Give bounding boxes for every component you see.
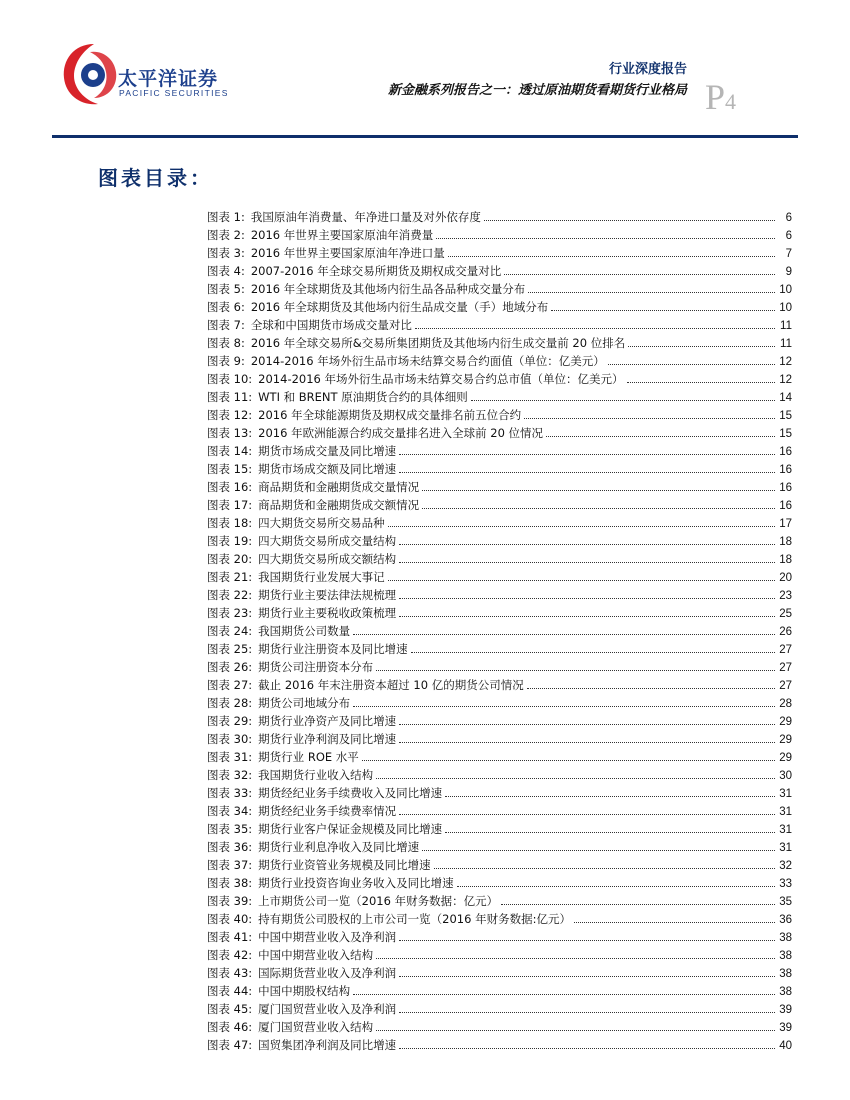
toc-entry-page: 16 bbox=[779, 482, 792, 494]
toc-entry-leader bbox=[411, 652, 775, 653]
toc-entry-leader bbox=[399, 616, 775, 617]
toc-entry[interactable] bbox=[207, 605, 792, 623]
toc-entry-title: 2014-2016 年场外衍生品市场未结算交易合约总市值（单位：亿美元） bbox=[258, 372, 624, 386]
toc-entry-leader bbox=[362, 760, 775, 761]
toc-entry-leader bbox=[399, 598, 775, 599]
toc-entry-label: 图表 25: bbox=[207, 642, 253, 656]
toc-entry-title: 期货行业投资咨询业务收入及同比增速 bbox=[258, 876, 454, 890]
toc-entry-title: 全球和中国期货市场成交量对比 bbox=[250, 318, 412, 332]
toc-entry-leader bbox=[524, 418, 775, 419]
toc-entry-label: 图表 15: bbox=[207, 462, 253, 476]
toc-entry-title: 期货公司注册资本分布 bbox=[258, 660, 374, 674]
toc-list bbox=[207, 209, 792, 1055]
toc-entry-title: 期货行业净利润及同比增速 bbox=[258, 732, 397, 746]
toc-entry-title: 期货经纪业务手续费收入及同比增速 bbox=[258, 786, 443, 800]
toc-entry[interactable] bbox=[207, 515, 792, 533]
toc-entry[interactable] bbox=[207, 785, 792, 803]
toc-entry-leader bbox=[376, 1030, 775, 1031]
toc-entry-page: 9 bbox=[785, 266, 792, 278]
toc-entry-page: 36 bbox=[779, 914, 792, 926]
toc-entry[interactable] bbox=[207, 497, 792, 515]
toc-entry[interactable] bbox=[207, 641, 792, 659]
toc-entry-leader bbox=[399, 724, 775, 725]
toc-entry-title: 商品期货和金融期货成交额情况 bbox=[258, 498, 420, 512]
toc-entry-leader bbox=[388, 580, 775, 581]
toc-entry-leader bbox=[445, 832, 775, 833]
toc-entry-leader bbox=[445, 796, 775, 797]
toc-entry[interactable] bbox=[207, 857, 792, 875]
page-prefix: P bbox=[705, 77, 726, 117]
toc-entry-leader bbox=[399, 454, 775, 455]
toc-entry[interactable] bbox=[207, 281, 792, 299]
toc-entry-label: 图表 6: bbox=[207, 300, 245, 314]
toc-entry-title: 期货行业净资产及同比增速 bbox=[258, 714, 397, 728]
toc-entry-title: 中国中期营业收入结构 bbox=[258, 948, 374, 962]
toc-entry-label: 图表 1: bbox=[207, 210, 245, 224]
toc-entry-page: 38 bbox=[779, 968, 792, 980]
toc-entry-leader bbox=[448, 256, 775, 257]
brand-name-en: PACIFIC SECURITIES bbox=[119, 88, 229, 98]
toc-entry-leader bbox=[399, 742, 775, 743]
toc-entry-leader bbox=[546, 436, 775, 437]
toc-entry[interactable] bbox=[207, 533, 792, 551]
toc-entry[interactable] bbox=[207, 299, 792, 317]
toc-entry[interactable] bbox=[207, 587, 792, 605]
toc-entry-title: 期货行业主要法律法规梳理 bbox=[258, 588, 397, 602]
toc-entry-label: 图表 28: bbox=[207, 696, 253, 710]
toc-entry-label: 图表 12: bbox=[207, 408, 253, 422]
toc-entry[interactable] bbox=[207, 1019, 792, 1037]
toc-entry-leader bbox=[399, 1012, 775, 1013]
toc-entry[interactable] bbox=[207, 911, 792, 929]
toc-entry-title: 期货行业资管业务规模及同比增速 bbox=[258, 858, 431, 872]
toc-entry-page: 20 bbox=[779, 572, 792, 584]
toc-entry-title: 四大期货交易所成交额结构 bbox=[258, 552, 397, 566]
toc-entry-page: 31 bbox=[779, 788, 792, 800]
toc-entry-title: 厦门国贸营业收入及净利润 bbox=[258, 1002, 397, 1016]
toc-entry-label: 图表 32: bbox=[207, 768, 253, 782]
toc-entry-page: 29 bbox=[779, 734, 792, 746]
toc-entry-title: 期货行业利息净收入及同比增速 bbox=[258, 840, 420, 854]
toc-entry-leader bbox=[484, 220, 775, 221]
toc-entry-label: 图表 5: bbox=[207, 282, 245, 296]
toc-entry-leader bbox=[436, 238, 775, 239]
toc-entry-title: 2016 年全球交易所&交易所集团期货及其他场内衍生成交量前 20 位排名 bbox=[250, 336, 626, 350]
toc-entry-label: 图表 38: bbox=[207, 876, 253, 890]
toc-entry-page: 28 bbox=[779, 698, 792, 710]
toc-entry-page: 11 bbox=[780, 338, 792, 350]
toc-entry-page: 14 bbox=[779, 392, 792, 404]
toc-entry-title: 我国期货行业发展大事记 bbox=[258, 570, 385, 584]
pacific-securities-logo-icon bbox=[60, 40, 124, 110]
toc-entry-label: 图表 8: bbox=[207, 336, 245, 350]
toc-entry-page: 32 bbox=[779, 860, 792, 872]
toc-entry-title: WTI 和 BRENT 原油期货合约的具体细则 bbox=[258, 390, 468, 404]
toc-entry[interactable] bbox=[207, 659, 792, 677]
toc-entry-label: 图表 44: bbox=[207, 984, 253, 998]
toc-entry-page: 40 bbox=[779, 1040, 792, 1052]
toc-entry-label: 图表 2: bbox=[207, 228, 245, 242]
toc-entry-label: 图表 23: bbox=[207, 606, 253, 620]
header-divider bbox=[52, 135, 798, 138]
toc-entry-title: 2016 年全球期货及其他场内衍生品各品种成交量分布 bbox=[250, 282, 526, 296]
toc-entry[interactable] bbox=[207, 371, 792, 389]
toc-entry-label: 图表 19: bbox=[207, 534, 253, 548]
toc-entry[interactable] bbox=[207, 695, 792, 713]
toc-entry-page: 31 bbox=[779, 806, 792, 818]
toc-entry-label: 图表 45: bbox=[207, 1002, 253, 1016]
toc-entry[interactable] bbox=[207, 749, 792, 767]
toc-entry-leader bbox=[457, 886, 775, 887]
toc-entry-title: 2016 年全球期货及其他场内衍生品成交量（手）地域分布 bbox=[250, 300, 549, 314]
toc-entry-leader bbox=[528, 292, 775, 293]
toc-entry-page: 11 bbox=[780, 320, 792, 332]
toc-entry-label: 图表 30: bbox=[207, 732, 253, 746]
toc-entry-label: 图表 27: bbox=[207, 678, 253, 692]
toc-entry-title: 持有期货公司股权的上市公司一览（2016 年财务数据:亿元） bbox=[258, 912, 571, 926]
toc-entry-page: 18 bbox=[779, 536, 792, 548]
toc-entry-page: 39 bbox=[779, 1004, 792, 1016]
toc-entry-page: 16 bbox=[779, 500, 792, 512]
toc-entry-leader bbox=[399, 544, 775, 545]
toc-entry-leader bbox=[376, 958, 775, 959]
toc-entry[interactable] bbox=[207, 929, 792, 947]
toc-entry-title: 期货市场成交额及同比增速 bbox=[258, 462, 397, 476]
toc-entry-label: 图表 41: bbox=[207, 930, 253, 944]
toc-entry[interactable] bbox=[207, 425, 792, 443]
toc-entry-leader bbox=[628, 346, 775, 347]
toc-entry-page: 23 bbox=[779, 590, 792, 602]
toc-entry-label: 图表 31: bbox=[207, 750, 253, 764]
toc-entry-title: 我国期货行业收入结构 bbox=[258, 768, 374, 782]
page-number-value: 4 bbox=[725, 89, 737, 114]
toc-entry-title: 国际期货营业收入及净利润 bbox=[258, 966, 397, 980]
toc-entry-page: 29 bbox=[779, 752, 792, 764]
toc-entry-leader bbox=[399, 562, 775, 563]
toc-entry[interactable] bbox=[207, 389, 792, 407]
toc-entry-page: 17 bbox=[779, 518, 792, 530]
toc-entry-title: 2016 年全球能源期货及期权成交量排名前五位合约 bbox=[258, 408, 522, 422]
toc-entry-label: 图表 36: bbox=[207, 840, 253, 854]
toc-entry-leader bbox=[501, 904, 775, 905]
toc-entry-label: 图表 33: bbox=[207, 786, 253, 800]
toc-entry-label: 图表 10: bbox=[207, 372, 253, 386]
toc-entry[interactable] bbox=[207, 461, 792, 479]
toc-entry-page: 6 bbox=[785, 212, 792, 224]
toc-entry[interactable] bbox=[207, 875, 792, 893]
toc-entry-page: 39 bbox=[779, 1022, 792, 1034]
toc-entry-leader bbox=[353, 634, 775, 635]
toc-entry-leader bbox=[422, 850, 775, 851]
toc-entry-title: 2007-2016 年全球交易所期货及期权成交量对比 bbox=[250, 264, 502, 278]
toc-entry-leader bbox=[574, 922, 775, 923]
toc-entry-leader bbox=[527, 688, 775, 689]
toc-entry[interactable] bbox=[207, 803, 792, 821]
toc-entry-leader bbox=[415, 328, 775, 329]
toc-entry[interactable] bbox=[207, 263, 792, 281]
toc-entry[interactable] bbox=[207, 407, 792, 425]
toc-entry-label: 图表 43: bbox=[207, 966, 253, 980]
toc-entry-label: 图表 13: bbox=[207, 426, 253, 440]
toc-entry-leader bbox=[627, 382, 775, 383]
toc-entry-label: 图表 40: bbox=[207, 912, 253, 926]
toc-entry-leader bbox=[399, 814, 775, 815]
toc-entry-page: 25 bbox=[779, 608, 792, 620]
toc-entry-label: 图表 24: bbox=[207, 624, 253, 638]
toc-entry-leader bbox=[376, 778, 775, 779]
toc-entry-leader bbox=[422, 508, 775, 509]
toc-entry-title: 截止 2016 年末注册资本超过 10 亿的期货公司情况 bbox=[258, 678, 524, 692]
toc-entry-label: 图表 4: bbox=[207, 264, 245, 278]
toc-entry[interactable] bbox=[207, 317, 792, 335]
toc-entry-leader bbox=[399, 976, 775, 977]
brand-name-cn: 太平洋证券 bbox=[118, 68, 219, 90]
toc-entry-page: 12 bbox=[779, 356, 792, 368]
toc-title: 图表目录： bbox=[98, 166, 213, 190]
toc-entry-title: 四大期货交易所交易品种 bbox=[258, 516, 385, 530]
toc-entry-page: 7 bbox=[785, 248, 792, 260]
toc-entry-label: 图表 22: bbox=[207, 588, 253, 602]
toc-entry-title: 四大期货交易所成交量结构 bbox=[258, 534, 397, 548]
toc-entry-leader bbox=[471, 400, 775, 401]
toc-entry-title: 期货公司地域分布 bbox=[258, 696, 351, 710]
toc-entry-title: 我国原油年消费量、年净进口量及对外依存度 bbox=[250, 210, 481, 224]
toc-entry-title: 国贸集团净利润及同比增速 bbox=[258, 1038, 397, 1052]
toc-entry[interactable] bbox=[207, 965, 792, 983]
toc-entry-page: 27 bbox=[779, 680, 792, 692]
toc-entry-label: 图表 34: bbox=[207, 804, 253, 818]
toc-entry[interactable] bbox=[207, 821, 792, 839]
toc-entry[interactable] bbox=[207, 245, 792, 263]
toc-entry[interactable] bbox=[207, 623, 792, 641]
report-title: 新金融系列报告之一：透过原油期货看期货行业格局 bbox=[387, 83, 687, 98]
toc-entry-title: 2014-2016 年场外衍生品市场未结算交易合约面值（单位：亿美元） bbox=[250, 354, 605, 368]
toc-entry-label: 图表 29: bbox=[207, 714, 253, 728]
toc-entry-leader bbox=[388, 526, 775, 527]
toc-entry-label: 图表 37: bbox=[207, 858, 253, 872]
toc-entry-leader bbox=[551, 310, 775, 311]
toc-entry-title: 商品期货和金融期货成交量情况 bbox=[258, 480, 420, 494]
toc-entry[interactable] bbox=[207, 677, 792, 695]
toc-entry-title: 我国期货公司数量 bbox=[258, 624, 351, 638]
toc-entry-page: 30 bbox=[779, 770, 792, 782]
toc-entry-page: 38 bbox=[779, 950, 792, 962]
toc-entry-title: 2016 年世界主要国家原油年消费量 bbox=[250, 228, 434, 242]
toc-entry-page: 33 bbox=[779, 878, 792, 890]
toc-entry[interactable] bbox=[207, 839, 792, 857]
toc-entry[interactable] bbox=[207, 947, 792, 965]
toc-entry[interactable] bbox=[207, 1037, 792, 1055]
toc-entry-title: 厦门国贸营业收入结构 bbox=[258, 1020, 374, 1034]
toc-entry-page: 16 bbox=[779, 464, 792, 476]
toc-entry-leader bbox=[504, 274, 775, 275]
toc-entry-label: 图表 7: bbox=[207, 318, 245, 332]
toc-entry-label: 图表 11: bbox=[207, 390, 253, 404]
toc-entry-label: 图表 20: bbox=[207, 552, 253, 566]
toc-entry-page: 10 bbox=[779, 302, 792, 314]
toc-entry-title: 中国中期营业收入及净利润 bbox=[258, 930, 397, 944]
toc-entry-leader bbox=[422, 490, 775, 491]
toc-entry[interactable] bbox=[207, 1001, 792, 1019]
report-type: 行业深度报告 bbox=[608, 62, 687, 77]
toc-entry[interactable] bbox=[207, 443, 792, 461]
toc-entry[interactable] bbox=[207, 893, 792, 911]
toc-entry[interactable] bbox=[207, 209, 792, 227]
toc-entry-page: 31 bbox=[779, 824, 792, 836]
toc-entry-page: 16 bbox=[779, 446, 792, 458]
toc-entry-label: 图表 39: bbox=[207, 894, 253, 908]
toc-entry-label: 图表 9: bbox=[207, 354, 245, 368]
toc-entry-page: 31 bbox=[779, 842, 792, 854]
toc-entry-page: 10 bbox=[779, 284, 792, 296]
toc-entry-page: 29 bbox=[779, 716, 792, 728]
toc-entry-label: 图表 26: bbox=[207, 660, 253, 674]
toc-entry-page: 15 bbox=[779, 410, 792, 422]
toc-entry[interactable] bbox=[207, 353, 792, 371]
toc-entry-leader bbox=[353, 994, 775, 995]
toc-entry-title: 期货市场成交量及同比增速 bbox=[258, 444, 397, 458]
toc-entry-title: 期货行业注册资本及同比增速 bbox=[258, 642, 408, 656]
toc-entry-leader bbox=[353, 706, 775, 707]
toc-entry-page: 26 bbox=[779, 626, 792, 638]
toc-entry-label: 图表 17: bbox=[207, 498, 253, 512]
toc-entry-leader bbox=[399, 940, 775, 941]
page-number bbox=[705, 76, 736, 118]
toc-entry-page: 27 bbox=[779, 644, 792, 656]
toc-entry-label: 图表 46: bbox=[207, 1020, 253, 1034]
toc-entry[interactable] bbox=[207, 713, 792, 731]
toc-entry-leader bbox=[608, 364, 775, 365]
toc-entry[interactable] bbox=[207, 551, 792, 569]
toc-entry-label: 图表 47: bbox=[207, 1038, 253, 1052]
toc-entry-page: 6 bbox=[785, 230, 792, 242]
toc-entry[interactable] bbox=[207, 731, 792, 749]
toc-entry-title: 2016 年欧洲能源合约成交量排名进入全球前 20 位情况 bbox=[258, 426, 544, 440]
toc-entry-label: 图表 3: bbox=[207, 246, 245, 260]
toc-entry-page: 38 bbox=[779, 932, 792, 944]
toc-entry[interactable] bbox=[207, 569, 792, 587]
toc-entry-label: 图表 35: bbox=[207, 822, 253, 836]
toc-entry-leader bbox=[376, 670, 775, 671]
toc-entry-page: 18 bbox=[779, 554, 792, 566]
toc-entry-title: 期货行业主要税收政策梳理 bbox=[258, 606, 397, 620]
toc-entry-leader bbox=[434, 868, 775, 869]
toc-entry-title: 中国中期股权结构 bbox=[258, 984, 351, 998]
toc-entry[interactable] bbox=[207, 479, 792, 497]
toc-entry-title: 期货行业 ROE 水平 bbox=[258, 750, 359, 764]
toc-entry-leader bbox=[399, 1048, 775, 1049]
toc-entry-label: 图表 42: bbox=[207, 948, 253, 962]
toc-entry-page: 27 bbox=[779, 662, 792, 674]
toc-entry[interactable] bbox=[207, 335, 792, 353]
toc-entry[interactable] bbox=[207, 227, 792, 245]
toc-entry-page: 15 bbox=[779, 428, 792, 440]
toc-entry-label: 图表 18: bbox=[207, 516, 253, 530]
toc-entry-leader bbox=[399, 472, 775, 473]
toc-entry[interactable] bbox=[207, 983, 792, 1001]
toc-entry-page: 38 bbox=[779, 986, 792, 998]
toc-entry-title: 2016 年世界主要国家原油年净进口量 bbox=[250, 246, 445, 260]
toc-entry-title: 期货行业客户保证金规模及同比增速 bbox=[258, 822, 443, 836]
toc-entry-label: 图表 14: bbox=[207, 444, 253, 458]
toc-entry[interactable] bbox=[207, 767, 792, 785]
toc-entry-label: 图表 16: bbox=[207, 480, 253, 494]
toc-entry-page: 35 bbox=[779, 896, 792, 908]
toc-entry-title: 上市期货公司一览（2016 年财务数据：亿元） bbox=[258, 894, 499, 908]
toc-entry-label: 图表 21: bbox=[207, 570, 253, 584]
toc-entry-title: 期货经纪业务手续费率情况 bbox=[258, 804, 397, 818]
toc-entry-page: 12 bbox=[779, 374, 792, 386]
